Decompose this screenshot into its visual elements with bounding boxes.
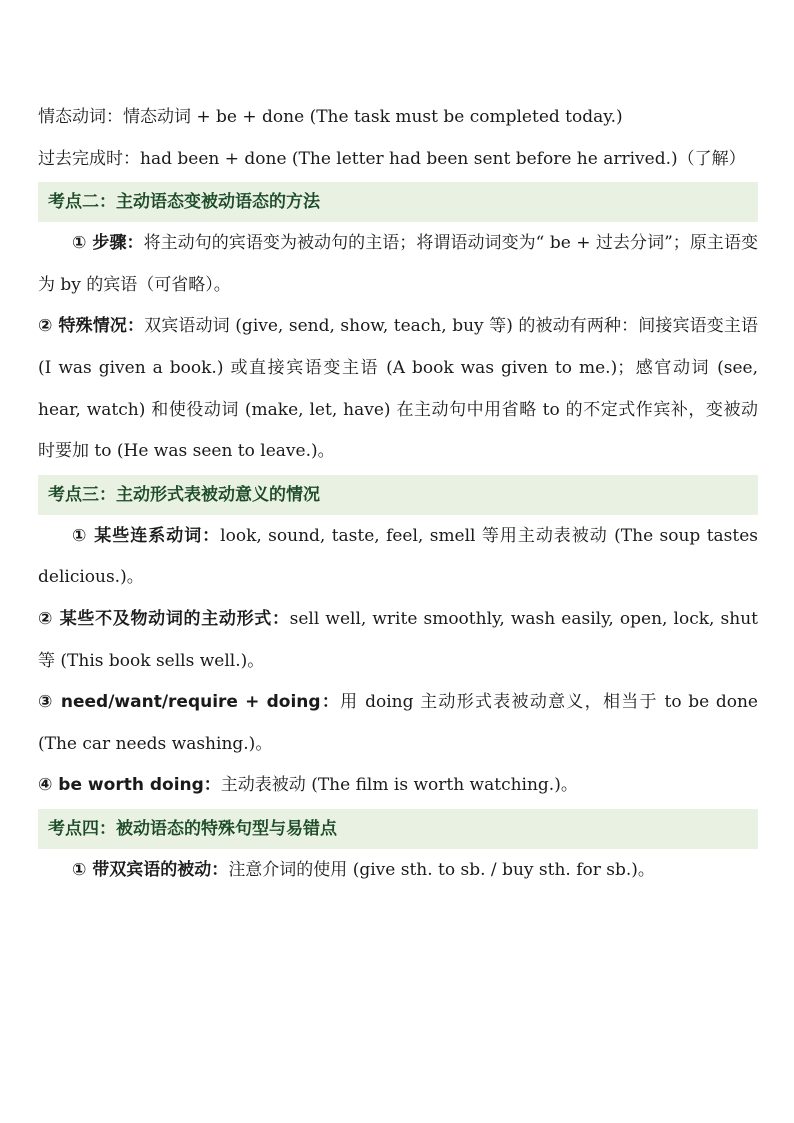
- section-3-item-4: [38, 765, 758, 807]
- item-text: 用 doing 主动形式表被动意义，相当于 to be done (The car needs washing.)。: [38, 692, 758, 754]
- item-label: ① 带双宾语的被动：: [72, 859, 229, 880]
- past-perfect-line: 过去完成时：had been + done (The letter had been sent before he arrived.)（了解）: [38, 148, 746, 169]
- section-2-item-2: [38, 306, 758, 472]
- item-label: ② 特殊情况：: [38, 316, 145, 337]
- item-text: sell well, write smoothly, wash easily, open, lock, shut 等 (This book sells well.)。: [38, 608, 758, 671]
- item-label: ④ be worth doing：: [38, 775, 221, 796]
- item-text: 注意介词的使用 (give sth. to sb. / buy sth. for sb.)。: [228, 859, 655, 880]
- item-text: look, sound, taste, feel, smell 等用主动表被动 (The soup tastes delicious.)。: [38, 525, 758, 588]
- modal-verb-line: 情态动词：情态动词 + be + done (The task must be completed today.): [38, 107, 623, 127]
- section-3-item-3: [38, 682, 758, 765]
- item-text: 主动表被动 (The film is worth watching.)。: [220, 775, 578, 796]
- section-heading-3: 考点三：主动形式表被动意义的情况: [38, 475, 758, 515]
- section-4-item-1: [38, 850, 758, 892]
- item-text: 双宾语动词 (give, send, show, teach, buy 等) 的被动有两种：间接宾语变主语 (I was given a book.) 或直接宾语变主语 (A book was given to me.)；感官动词 (see, hear, watch) 和使役动词 (make, let, have) 在主动句中用省略 to 的不定式作宾补，变被动时要加 to (He was seen to leave.)。: [38, 316, 759, 462]
- section-3-item-2: [38, 599, 758, 682]
- section-3-item-1: [38, 516, 758, 599]
- item-label: ① 某些连系动词：: [72, 525, 221, 546]
- section-heading-2: 考点二：主动语态变被动语态的方法: [38, 182, 758, 222]
- item-label: ③ need/want/require + doing：: [38, 692, 341, 713]
- item-label: ② 某些不及物动词的主动形式：: [38, 608, 290, 629]
- section-2-item-1: [38, 223, 758, 306]
- item-label: ① 步骤：: [72, 233, 144, 254]
- document-page: [38, 97, 758, 892]
- section-heading-4: 考点四：被动语态的特殊句型与易错点: [38, 809, 758, 849]
- item-text: 将主动句的宾语变为被动句的主语；将谓语动词变为“ be + 过去分词”；原主语变为 by 的宾语（可省略）。: [38, 233, 759, 295]
